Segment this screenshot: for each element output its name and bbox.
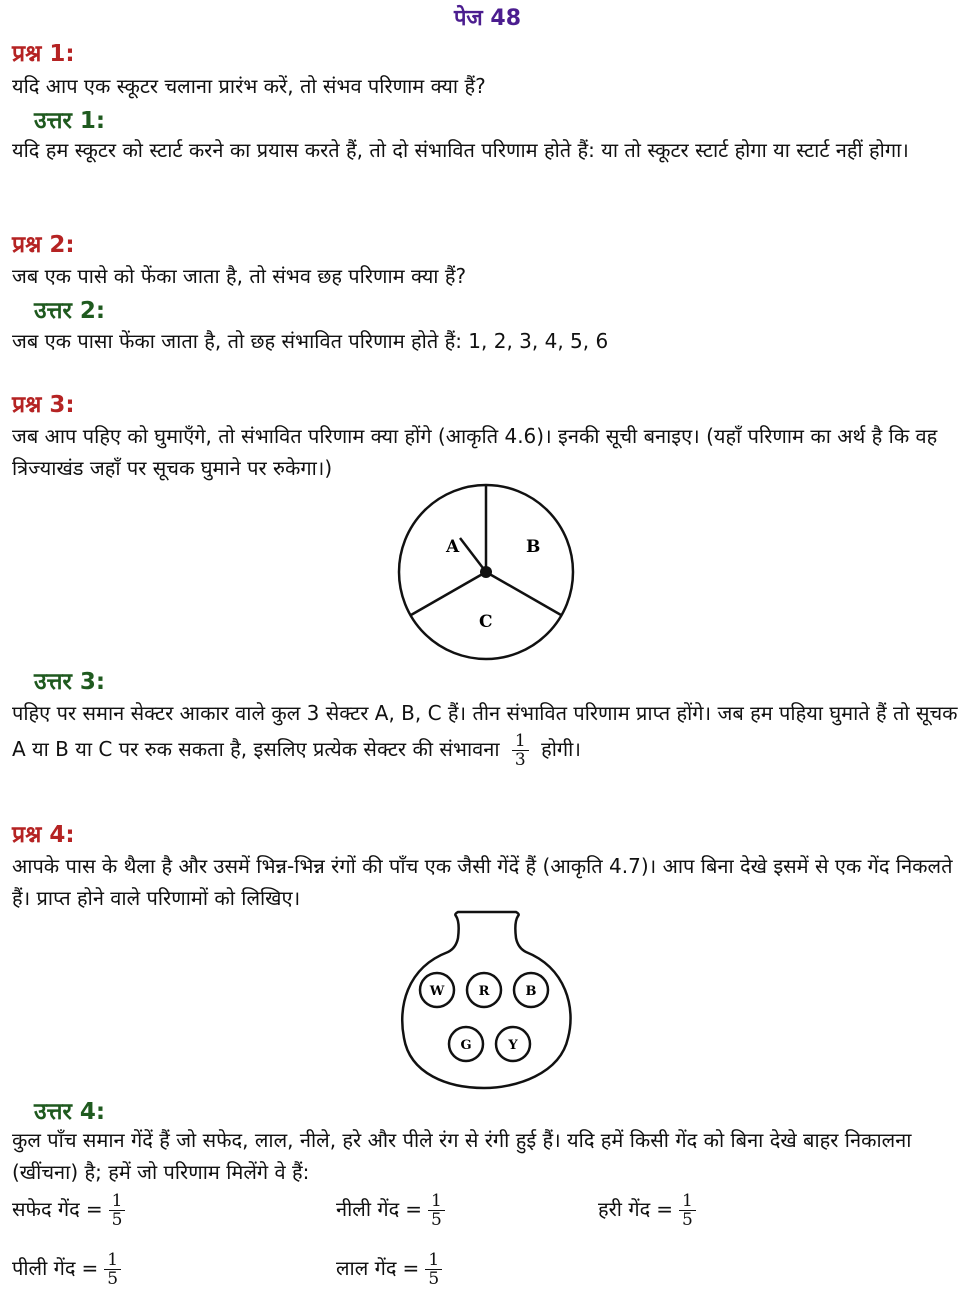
wheel-label-c: C — [479, 612, 493, 632]
wheel-divider — [486, 572, 561, 615]
probability-yellow: पीली गेंद = $\frac{1}{5}$ — [12, 1251, 127, 1288]
wheel-label-b: B — [526, 537, 541, 557]
ball-label-w: W — [429, 984, 445, 999]
probability-red: लाल गेंद = $\frac{1}{5}$ — [336, 1251, 448, 1288]
wheel-divider — [411, 572, 486, 615]
question-3-label: प्रश्न 3: — [12, 392, 75, 418]
question-3-text: जब आप पहिए को घुमाएँगे, तो संभावित परिणाम क्या होंगे (आकृति 4.6)। इनकी सूची बनाइए। (यहाँ परिणाम का अर्थ है कि वह त्रिज्याखंड जहाँ पर सूचक घुमाने पर रुकेगा।) — [12, 424, 938, 480]
fraction: $\frac{1}{5}$ — [425, 1251, 442, 1288]
ball-label-y: Y — [508, 1038, 518, 1053]
fraction: $\frac{1}{5}$ — [428, 1192, 445, 1229]
probability-green: हरी गेंद = $\frac{1}{5}$ — [598, 1192, 702, 1229]
fraction: $\frac{1}{5}$ — [104, 1251, 121, 1288]
ball-label-g: G — [460, 1038, 472, 1053]
fraction: $\frac{1}{3}$ — [512, 732, 529, 769]
question-1-text: यदि आप एक स्कूटर चलाना प्रारंभ करें, तो संभव परिणाम क्या हैं? — [12, 74, 486, 98]
question-4-text: आपके पास के थैला है और उसमें भिन्न-भिन्न रंगों की पाँच एक जैसी गेंदें हैं (आकृति 4.7)। आप बिना देखे इसमें से एक गेंद निकलते हैं। प्राप्त होने वाले परिणामों को लिखिए। — [12, 854, 953, 910]
fraction: $\frac{1}{5}$ — [109, 1192, 126, 1229]
answer-1-label: उत्तर 1: — [34, 108, 106, 134]
probability-blue: नीली गेंद = $\frac{1}{5}$ — [336, 1192, 451, 1229]
page-title: पेज 48 — [453, 6, 522, 31]
answer-1-text: यदि हम स्कूटर को स्टार्ट करने का प्रयास करते हैं, तो दो संभावित परिणाम होते हैं: या तो स्कूटर स्टार्ट होगा या स्टार्ट नहीं होगा। — [12, 138, 909, 162]
question-2-text: जब एक पासे को फेंका जाता है, तो संभव छह परिणाम क्या हैं? — [12, 264, 467, 288]
answer-3-label: उत्तर 3: — [34, 669, 106, 695]
ball-bag-figure — [396, 908, 578, 1090]
answer-4-label: उत्तर 4: — [34, 1099, 106, 1125]
wheel-pivot — [480, 566, 492, 578]
question-2-label: प्रश्न 2: — [12, 232, 75, 258]
answer-3-end: होगी। — [541, 737, 581, 761]
answer-2-text: जब एक पासा फेंका जाता है, तो छह संभावित परिणाम होते हैं: 1, 2, 3, 4, 5, 6 — [12, 329, 609, 353]
question-1-label: प्रश्न 1: — [12, 41, 75, 67]
answer-2-label: उत्तर 2: — [34, 298, 106, 324]
answer-4-text: कुल पाँच समान गेंदें हैं जो सफेद, लाल, नीले, हरे और पीले रंग से रंगी हुई हैं। यदि हमें किसी गेंद को बिना देखे बाहर निकालना (खींचना) है; हमें जो परिणाम मिलेंगे वे हैं: — [12, 1128, 912, 1184]
spinner-wheel-figure — [394, 482, 578, 662]
answer-3-text — [12, 695, 964, 769]
wheel-label-a: A — [446, 537, 460, 557]
ball-label-b: B — [525, 984, 537, 999]
probability-white: सफेद गेंद = $\frac{1}{5}$ — [12, 1192, 131, 1229]
question-4-label: प्रश्न 4: — [12, 822, 75, 848]
answer-3-body: पहिए पर समान सेक्टर आकार वाले कुल 3 सेक्टर A, B, C हैं। तीन संभावित परिणाम प्राप्त होंगे। जब हम पहिया घुमाते हैं तो सूचक A या B या C पर रुक सकता है, इसलिए प्रत्येक सेक्टर की संभावना — [12, 701, 958, 761]
fraction: $\frac{1}{5}$ — [679, 1192, 696, 1229]
ball-label-r: R — [478, 984, 490, 999]
wheel-pointer — [460, 538, 486, 572]
